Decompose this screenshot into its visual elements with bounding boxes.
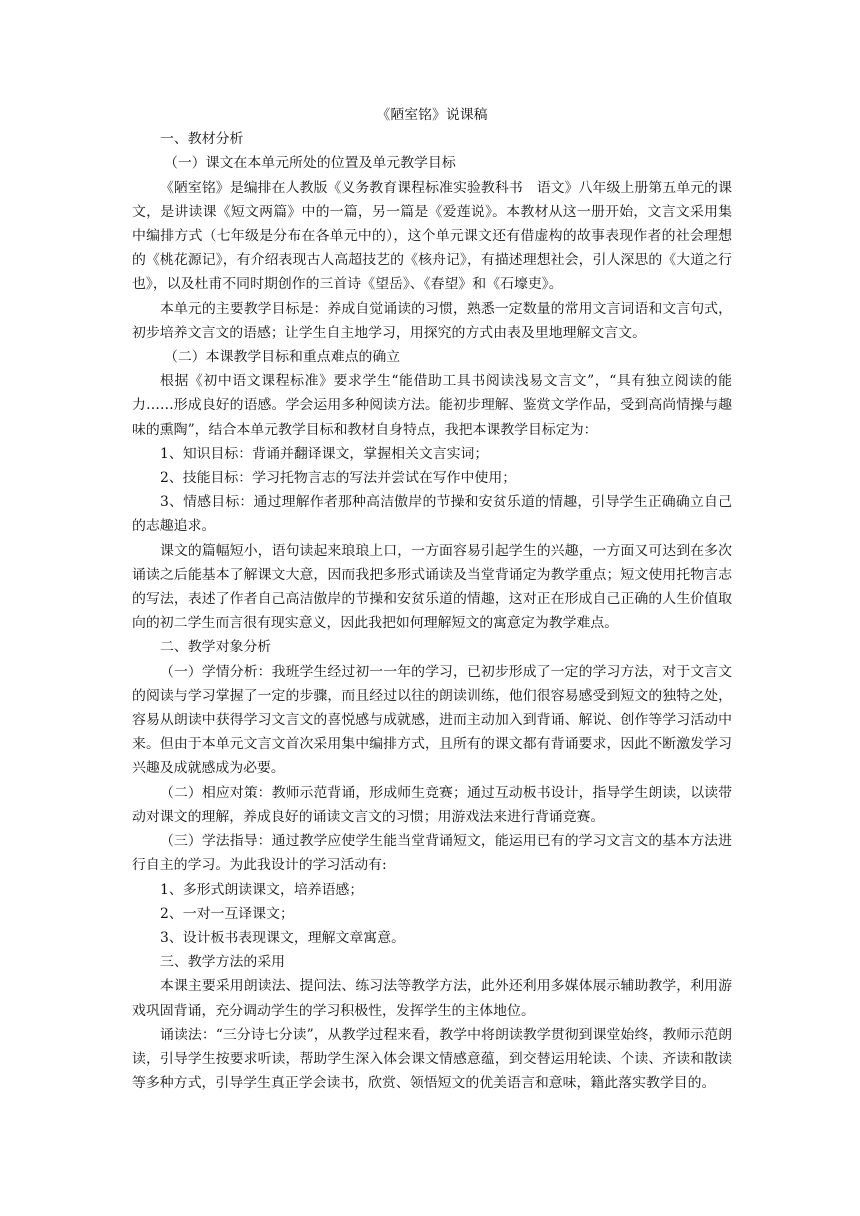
paragraph: 诵读法：“三分诗七分读”，从教学过程来看，教学中将朗读教学贯彻到课堂始终，教师示范朗读，引导学生按要求听读，帮助学生深入体会课文情感意蕴，到交替运用轮读、个读、齐读和散读等多种方式，引导学生真正学会读书，欣赏、领悟短文的优美语言和意味，籍此落实教学目的。 <box>132 1026 732 1092</box>
document-body <box>132 127 732 1095</box>
paragraph: （三）学法指导：通过教学应使学生能当堂背诵短文，能运用已有的学习文言文的基本方法进行自主的学习。为此我设计的学习活动有: <box>132 833 732 874</box>
list-item: 3、设计板书表现课文，理解文章寓意。 <box>160 929 405 946</box>
document-page <box>132 103 732 1095</box>
paragraph: 课文的篇幅短小，语句读起来琅琅上口，一方面容易引起学生的兴趣，一方面又可达到在多次诵读之后能基本了解课文大意，因而我把多形式诵读及当堂背诵定为教学重点；短文使用托物言志的写法，表述了作者自己高洁傲岸的节操和安贫乐道的情趣，这对正在形成自己正确的人生价值取向的初二学生而言很有现实意义，因此我把如何理解短文的寓意定为教学难点。 <box>132 542 732 632</box>
subsection-heading: （二）本课教学目标和重点难点的确立 <box>164 349 401 366</box>
paragraph: 3、情感目标：通过理解作者那种高洁傲岸的节操和安贫乐道的情趣，引导学生正确确立自己的志趣追求。 <box>132 494 732 535</box>
subsection-heading: （一）课文在本单元所处的位置及单元教学目标 <box>164 155 456 172</box>
section-heading: 三、教学方法的采用 <box>160 954 286 971</box>
list-item: 2、一对一互译课文； <box>160 905 294 922</box>
paragraph: 本单元的主要教学目标是：养成自觉诵读的习惯，熟悉一定数量的常用文言词语和文言句式，初步培养文言文的语感；让学生自主地学习，用探究的方式由表及里地理解文言文。 <box>132 300 732 341</box>
paragraph: 本课主要采用朗读法、提问法、练习法等教学方法，此外还利用多媒体展示辅助教学，利用游戏巩固背诵，充分调动学生的学习积极性，发挥学生的主体地位。 <box>132 978 732 1019</box>
list-item: 1、知识目标：背诵并翻译课文，掌握相关文言实词； <box>160 445 489 462</box>
paragraph: （二）相应对策：教师示范背诵，形成师生竞赛；通过互动板书设计，指导学生朗读，以读带动对课文的理解，养成良好的诵读文言文的习惯；用游戏法来进行背诵竞赛。 <box>132 784 732 825</box>
paragraph: （一）学情分析：我班学生经过初一一年的学习，已初步形成了一定的学习方法，对于文言文的阅读与学习掌握了一定的步骤，而且经过以往的朗读训练，他们很容易感受到短文的独特之处，容易从朗读中获得学习文言文的喜悦感与成就感，进而主动加入到背诵、解说、创作等学习活动中来。但由于本单元文言文首次采用集中编排方式，且所有的课文都有背诵要求，因此不断激发学习兴趣及成就感成为必要。 <box>132 663 732 777</box>
list-item: 1、多形式朗读课文，培养语感； <box>160 881 364 898</box>
paragraph: 根据《初中语文课程标准》要求学生“能借助工具书阅读浅易文言文”，“具有独立阅读的能力……形成良好的语感。学会运用多种阅读方法。能初步理解、鉴赏文学作品，受到高尚情操与趣味的熏陶”，结合本单元教学目标和教材自身特点，我把本课教学目标定为： <box>132 373 732 438</box>
paragraph: 《陋室铭》是编排在人教版《义务教育课程标准实验教科书 语文》八年级上册第五单元的课文，是讲读课《短文两篇》中的一篇，另一篇是《爱莲说》。本教材从这一册开始，文言文采用集中编排方式（七年级是分布在各单元中的），这个单元课文还有借虚构的故事表现作者的社会理想的《桃花源记》，有介绍表现古人高超技艺的《核舟记》，有描述理想社会，引人深思的《大道之行也》，以及杜甫不同时期创作的三首诗《望岳》、《春望》和《石壕吏》。 <box>132 179 732 293</box>
section-heading: 二、教学对象分析 <box>160 639 272 656</box>
section-heading: 一、教材分析 <box>160 131 244 148</box>
document-title: 《陋室铭》说课稿 <box>376 107 488 123</box>
list-item: 2、技能目标：学习托物言志的写法并尝试在写作中使用； <box>160 470 517 487</box>
